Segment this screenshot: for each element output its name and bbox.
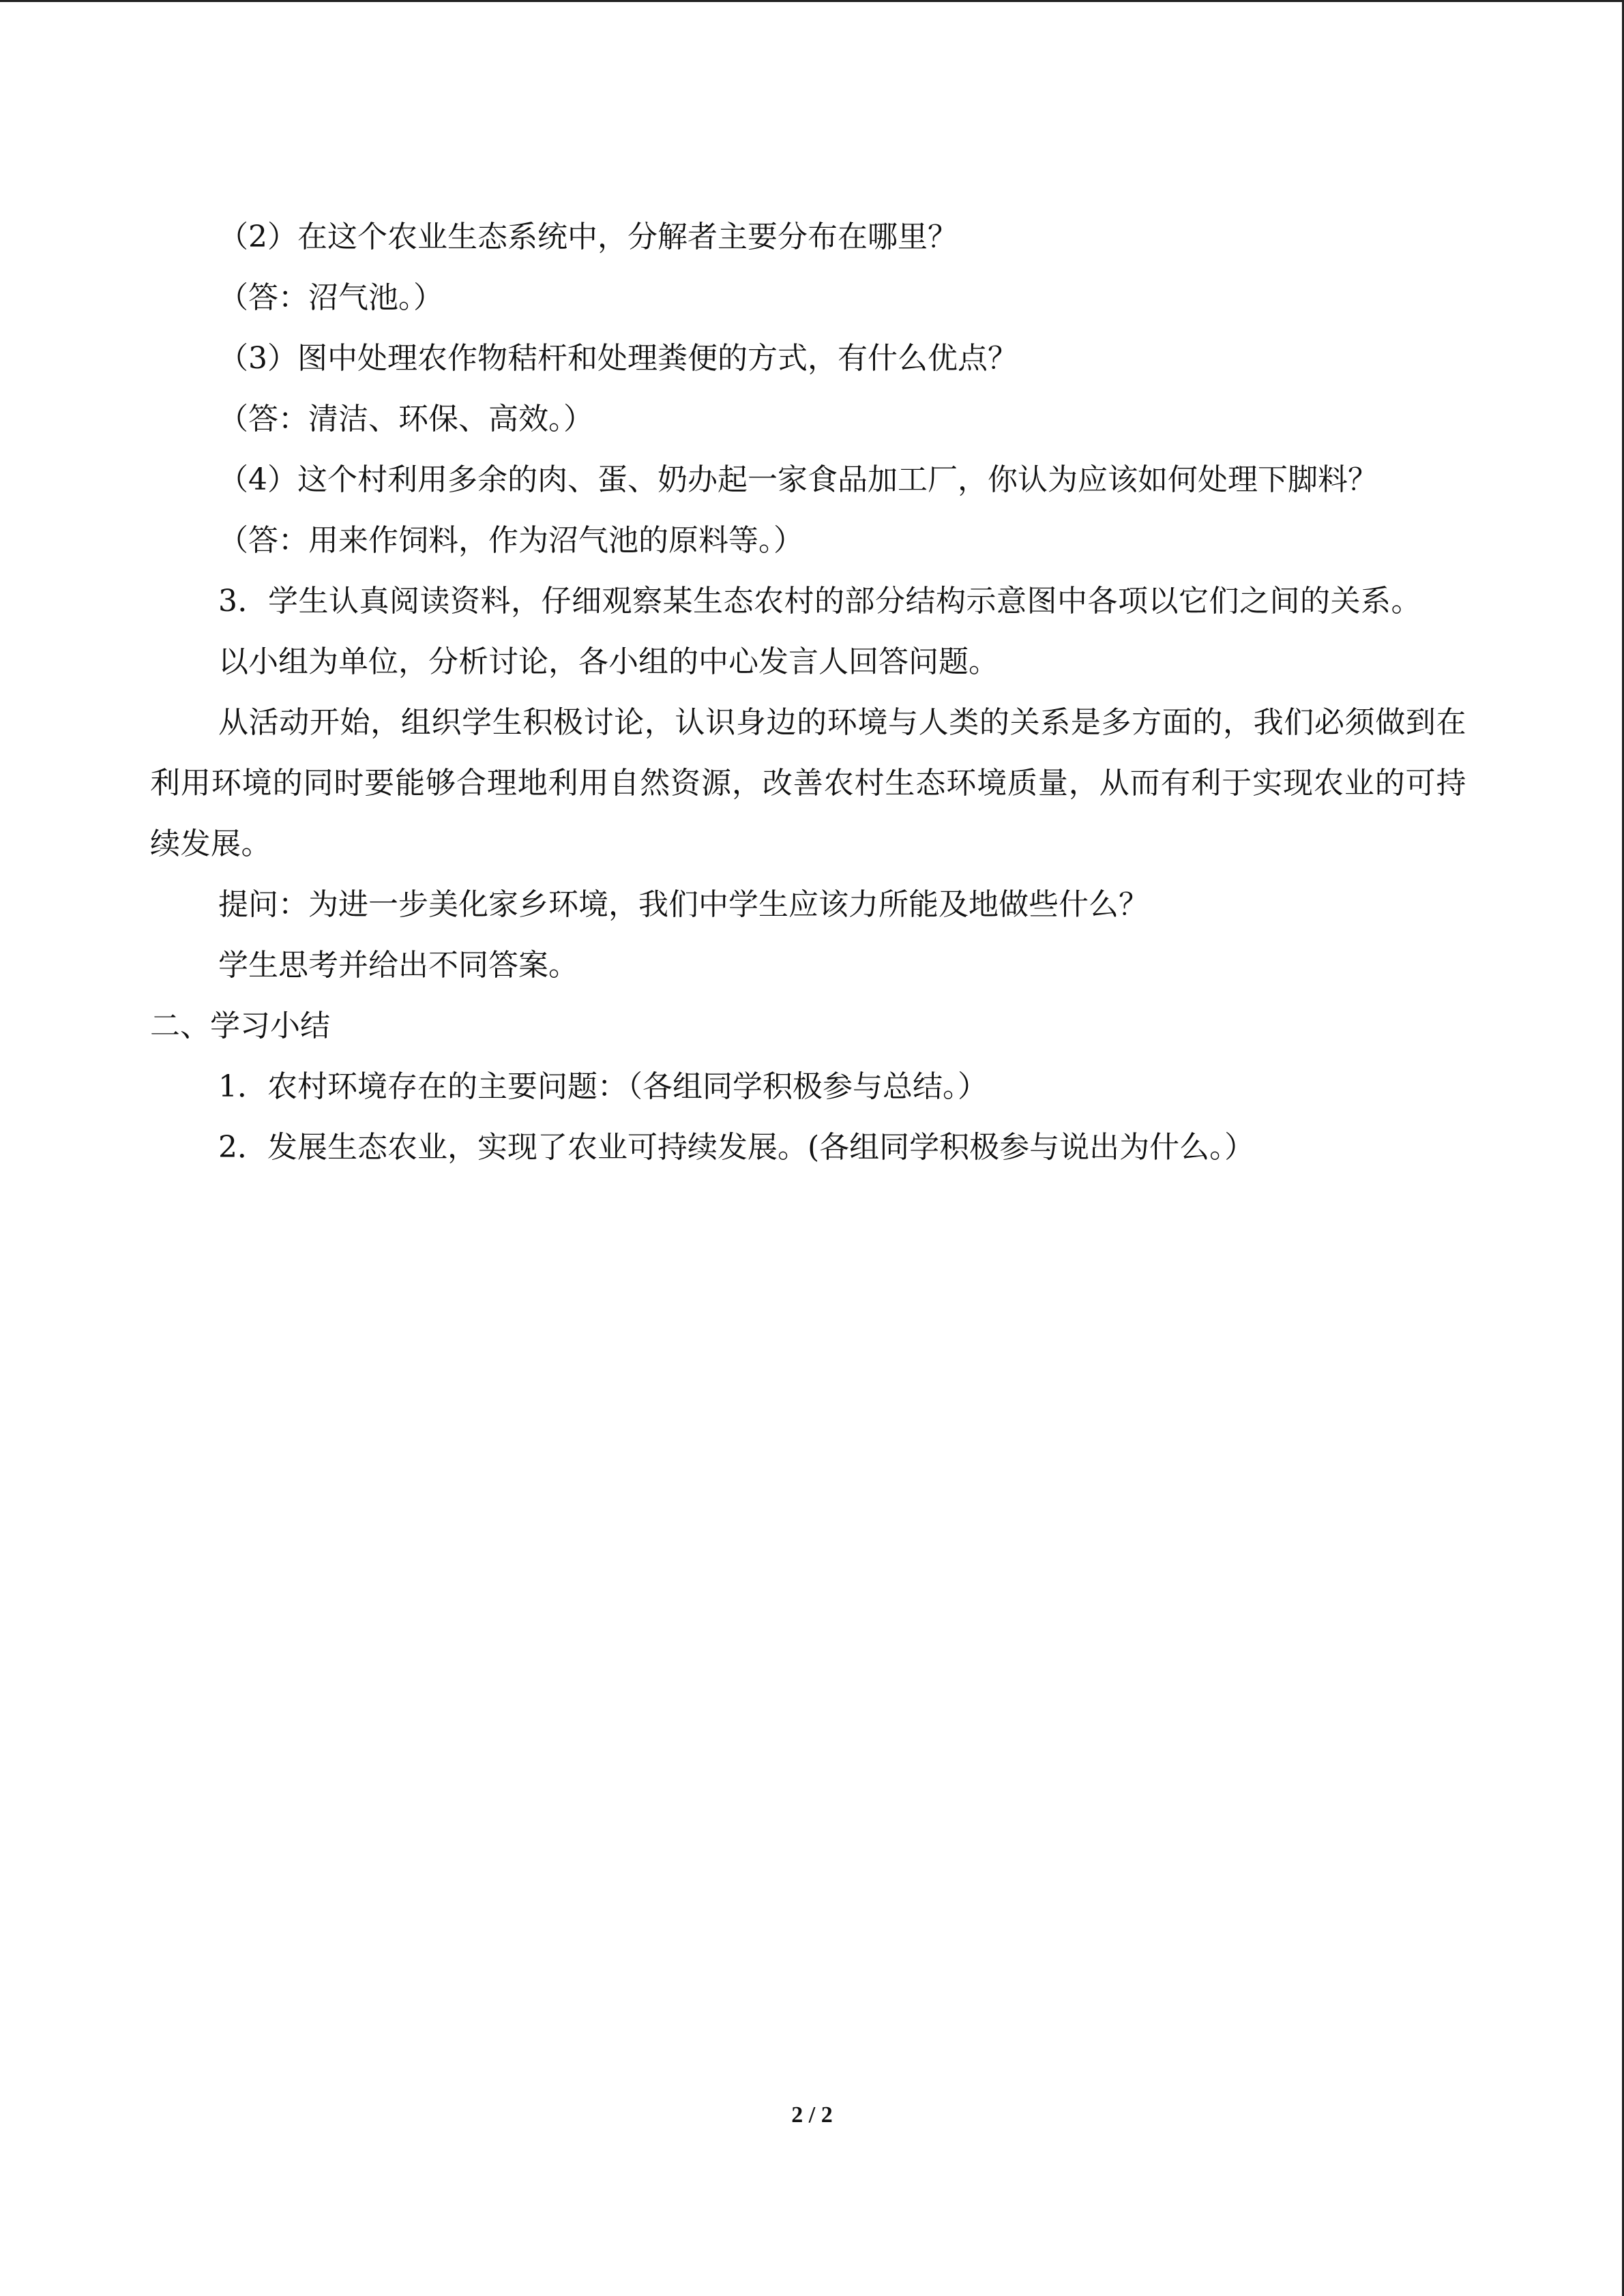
answer-3: （答：清洁、环保、高效。） <box>218 402 593 436</box>
document-body <box>150 207 1466 1178</box>
question-2: （2）在这个农业生态系统中，分解者主要分布在哪里？ <box>218 220 958 254</box>
answer-2: （答：沼气池。） <box>218 280 443 315</box>
page-number: 2 / 2 <box>791 2102 833 2128</box>
question-4: （4）这个村利用多余的肉、蛋、奶办起一家食品加工厂，你认为应该如何处理下脚料？ <box>218 462 1378 497</box>
summary-item-1: 1．农村环境存在的主要问题：（各组同学积极参与总结。） <box>218 1069 988 1104</box>
question-3: （3）图中处理农作物秸杆和处理粪便的方式，有什么优点？ <box>218 341 1018 376</box>
paragraph-activity: 从活动开始，组织学生积极讨论，认识身边的环境与人类的关系是多方面的，我们必须做到在利用环境的同时要能够合理地利用自然资源，改善农村生态环境质量，从而有利于实现农业的可持续发展。 <box>150 705 1466 861</box>
summary-item-2: 2．发展生态农业，实现了农业可持续发展。(各组同学积极参与说出为什么。） <box>218 1130 1255 1165</box>
question-beautify: 提问：为进一步美化家乡环境，我们中学生应该力所能及地做些什么？ <box>218 887 1149 922</box>
paragraph-step-3: 3．学生认真阅读资料，仔细观察某生态农村的部分结构示意图中各项以它们之间的关系。 <box>218 584 1421 618</box>
answer-beautify: 学生思考并给出不同答案。 <box>218 948 578 983</box>
section-heading: 二、学习小结 <box>150 1009 330 1043</box>
paragraph-group-discussion: 以小组为单位，分析讨论，各小组的中心发言人回答问题。 <box>218 644 999 679</box>
answer-4: （答：用来作饲料，作为沼气池的原料等。） <box>218 523 803 558</box>
